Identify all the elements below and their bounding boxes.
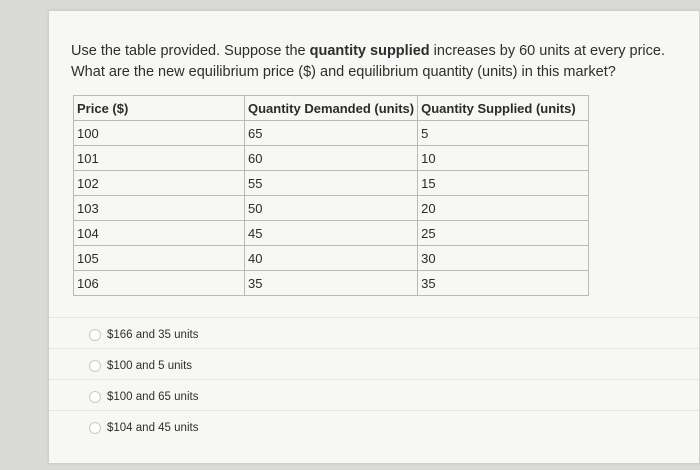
cell-quantity-demanded: 65 <box>245 121 418 146</box>
cell-quantity-supplied: 30 <box>418 246 589 271</box>
header-quantity-supplied: Quantity Supplied (units) <box>418 96 589 121</box>
cell-price: 101 <box>74 146 245 171</box>
table-header-row <box>74 96 589 121</box>
answer-option-2[interactable] <box>89 350 198 381</box>
table-row <box>74 121 589 146</box>
question-text <box>71 41 681 83</box>
answer-option-label: $166 and 35 units <box>107 328 199 341</box>
cell-quantity-supplied: 20 <box>418 196 589 221</box>
header-price: Price ($) <box>74 96 245 121</box>
question-text-bold: quantity supplied <box>309 43 430 59</box>
cell-quantity-demanded: 35 <box>245 271 418 296</box>
table-row <box>74 196 589 221</box>
question-text-part2: increases by 60 units at every price. What are the new equilibrium price ($) and equilibrium quantity (units) in this market? <box>71 43 665 80</box>
table-row <box>74 221 589 246</box>
radio-button[interactable] <box>89 391 101 403</box>
answer-option-3[interactable] <box>89 381 198 412</box>
option-divider <box>49 317 699 318</box>
cell-quantity-supplied: 15 <box>418 171 589 196</box>
cell-quantity-supplied: 10 <box>418 146 589 171</box>
cell-price: 105 <box>74 246 245 271</box>
cell-quantity-demanded: 40 <box>245 246 418 271</box>
cell-quantity-demanded: 60 <box>245 146 418 171</box>
answer-option-1[interactable] <box>89 319 198 350</box>
cell-quantity-demanded: 50 <box>245 196 418 221</box>
table-row <box>74 171 589 196</box>
cell-quantity-demanded: 55 <box>245 171 418 196</box>
table-row <box>74 146 589 171</box>
cell-quantity-supplied: 5 <box>418 121 589 146</box>
cell-price: 104 <box>74 221 245 246</box>
cell-price: 100 <box>74 121 245 146</box>
radio-button[interactable] <box>89 360 101 372</box>
table-row <box>74 246 589 271</box>
cell-price: 103 <box>74 196 245 221</box>
answer-option-4[interactable] <box>89 412 198 443</box>
cell-quantity-demanded: 45 <box>245 221 418 246</box>
answer-option-label: $100 and 65 units <box>107 390 199 403</box>
cell-quantity-supplied: 35 <box>418 271 589 296</box>
cell-price: 106 <box>74 271 245 296</box>
header-quantity-demanded: Quantity Demanded (units) <box>245 96 418 121</box>
cell-price: 102 <box>74 171 245 196</box>
answer-option-label: $100 and 5 units <box>107 359 193 372</box>
radio-button[interactable] <box>89 422 101 434</box>
table-row <box>74 271 589 296</box>
data-table <box>73 95 589 296</box>
cell-quantity-supplied: 25 <box>418 221 589 246</box>
question-card <box>48 10 700 464</box>
radio-button[interactable] <box>89 329 101 341</box>
answer-option-label: $104 and 45 units <box>107 421 199 434</box>
question-text-part1: Use the table provided. Suppose the <box>71 43 310 59</box>
answer-options <box>89 319 198 443</box>
